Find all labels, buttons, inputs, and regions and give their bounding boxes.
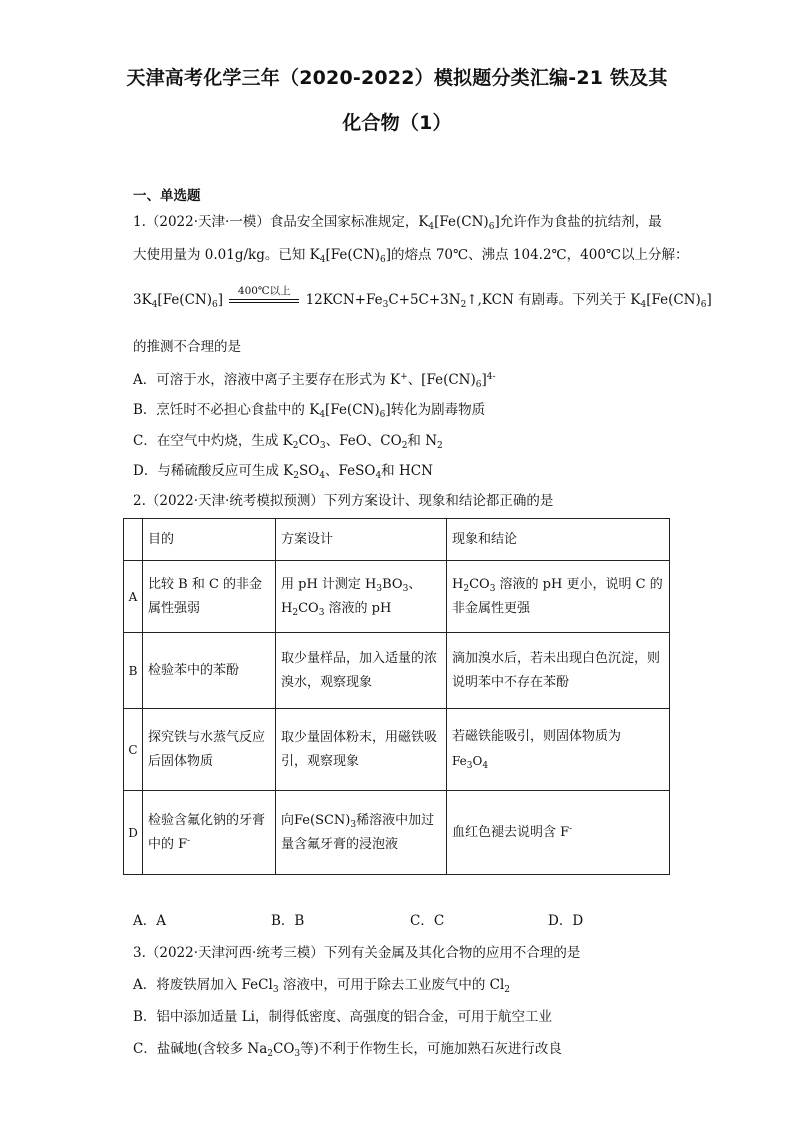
- row-label: B: [124, 633, 143, 709]
- q2-stem: 2.（2022·天津·统考模拟预测）下列方案设计、现象和结论都正确的是: [133, 493, 554, 509]
- table-row: [124, 709, 670, 791]
- row-label: D: [124, 791, 143, 875]
- q3-option-b: B．铝中添加适量 Li，制得低密度、高强度的铝合金，可用于航空工业: [133, 1009, 552, 1025]
- cell-conclusion: $H_2CO_3$ 溶液的 pH 更小，说明 C 的非金属性更强: [447, 561, 670, 633]
- q1-option-d: D．与稀硫酸反应可生成 $K_2SO_4$、FeSO$_4$和 HCN: [133, 463, 433, 481]
- q2-option-b: B．B: [271, 913, 305, 929]
- q3-stem: 3.（2022·天津河西·统考三模）下列有关金属及其化合物的应用不合理的是: [133, 945, 581, 961]
- header-purpose: 目的: [143, 519, 276, 561]
- reaction-condition: 400℃以上: [237, 285, 291, 297]
- cell-design: 用 pH 计测定 $H_3BO_3$、 $H_2CO_3$ 溶液的 pH: [276, 561, 447, 633]
- q1-equation: $3K_4[Fe(CN)_6]$ 400℃以上 $12KCN+Fe_3C+5C+3N_2↑,KCN$ 有剧毒。下列关于 $K_4[Fe(CN)_6]$: [133, 285, 712, 310]
- q2-option-c: C．C: [410, 913, 445, 929]
- q1-stem-line4: 的推测不合理的是: [133, 339, 241, 355]
- cell-design: 取少量固体粉末，用磁铁吸引，观察现象: [276, 709, 447, 791]
- q1-stem-line1: 1.（2022·天津·一模）食品安全国家标准规定，$K_4[Fe(CN)_6]$允许作为食盐的抗结剂，最: [133, 214, 662, 232]
- cell-conclusion: 滴加溴水后，若未出现白色沉淀，则说明苯中不存在苯酚: [447, 633, 670, 709]
- document-title-line1: 天津高考化学三年（2020-2022）模拟题分类汇编-21 铁及其: [126, 67, 668, 89]
- document-title-line2: 化合物（1）: [342, 112, 452, 134]
- cell-design: 取少量样品，加入适量的浓溴水，观察现象: [276, 633, 447, 709]
- header-conclusion: 现象和结论: [447, 519, 670, 561]
- row-label: C: [124, 709, 143, 791]
- table-row: [124, 633, 670, 709]
- q3-option-a: A．将废铁屑加入 FeCl$_3$ 溶液中，可用于除去工业废气中的 $Cl_2$: [133, 977, 511, 995]
- cell-purpose: 检验苯中的苯酚: [143, 633, 276, 709]
- cell-conclusion: 若磁铁能吸引，则固体物质为 $Fe_3O_4$: [447, 709, 670, 791]
- q1-option-c: C．在空气中灼烧，生成 $K_2CO_3$、FeO、$CO_2$和 $N_2$: [133, 433, 443, 451]
- reaction-condition-sign: [229, 285, 299, 309]
- table-row: [124, 791, 670, 875]
- q2-option-d: D．D: [548, 913, 584, 929]
- q1-option-b: B．烹饪时不必担心食盐中的 $K_4[Fe(CN)_6]$转化为剧毒物质: [133, 402, 486, 420]
- q3-option-c: C．盐碱地(含较多 $Na_2CO_3$等)不利于作物生长，可施加熟石灰进行改良: [133, 1041, 562, 1059]
- q2-options-table: [123, 518, 670, 875]
- table-row: [124, 561, 670, 633]
- q2-option-a: A．A: [133, 913, 166, 929]
- cell-purpose: 探究铁与水蒸气反应后固体物质: [143, 709, 276, 791]
- q1-stem-line2: 大使用量为 0.01g/kg。已知 $K_4[Fe(CN)_6]$的熔点 70℃、沸点 104.2℃，400℃以上分解：: [133, 247, 689, 265]
- row-label: A: [124, 561, 143, 633]
- table-header-row: [124, 519, 670, 561]
- header-design: 方案设计: [276, 519, 447, 561]
- cell-purpose: 检验含氟化钠的牙膏中的 F-: [143, 791, 276, 875]
- q1-option-a: A．可溶于水，溶液中离子主要存在形式为 K+、$[Fe(CN)_6]^{4-}$: [133, 372, 496, 390]
- cell-purpose: 比较 B 和 C 的非金属性强弱: [143, 561, 276, 633]
- cell-conclusion: 血红色褪去说明含 F-: [447, 791, 670, 875]
- section-heading: 一、单选题: [133, 188, 201, 204]
- cell-design: 向$Fe(SCN)_3$稀溶液中加过量含氟牙膏的浸泡液: [276, 791, 447, 875]
